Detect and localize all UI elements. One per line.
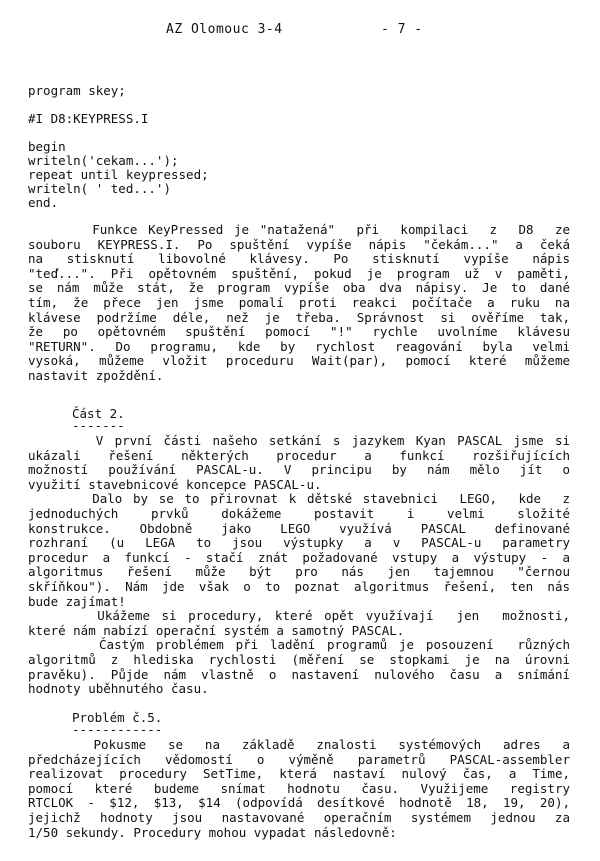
code-block	[28, 84, 209, 210]
text-line: jednoduchých prvků dokážeme postavit i velmi složité	[28, 505, 570, 521]
text-line: předcházejících vědomostí o výměně parametrů PASCAL-assembler	[28, 751, 570, 767]
text-line: že po opětovném spuštění pomocí "!" rychle uvolníme klávesu	[28, 324, 570, 340]
code-line: end.	[28, 195, 59, 210]
text-line: algoritmus řešení může být pro nás jen tajemnou "černou	[28, 564, 570, 580]
text-line: tím, že přece jen jsme pomalí proti reakci počítače a ruku na	[28, 294, 570, 310]
text-line: se nám může stát, že program vypíše oba dva nápisy. Je to dané	[28, 280, 570, 296]
text-line: hodnoty uběhnutého času.	[28, 681, 209, 697]
text-line: využití stavebnicové koncepce PASCAL-u.	[28, 476, 322, 492]
text-line: procedur a funkcí - stačí znát požadované vstupy a výstupy - a	[28, 549, 570, 565]
page-number: - 7 -	[381, 22, 423, 37]
text-line: Častým problémem při ladění programů je posouzení různých	[28, 637, 570, 653]
text-line: bude zajímat!	[28, 593, 126, 609]
paragraph-keypressed	[28, 223, 570, 384]
text-line: nastavit zpoždění.	[28, 367, 164, 383]
text-line: pomocí které budeme snímat hodnotu času. Využijeme registry	[28, 780, 570, 796]
text-line: ukázali řešení některých procedur a funkcí rozšiřujících	[28, 447, 570, 463]
text-line: RTCLOK - $12, $13, $14 (odpovídá desítkové hodnotě 18, 19, 20),	[28, 795, 570, 811]
code-line: writeln( ' ted...')	[28, 181, 171, 196]
text-line: 1/50 sekundy. Procedury mohou vypadat následovně:	[28, 824, 397, 840]
text-line: "teď...". Při opětovném spuštění, pokud je program už v paměti,	[28, 265, 570, 281]
text-line: "RETURN". Do programu, kde by rychlost reagování byla velmi	[28, 338, 570, 354]
section-heading-underline: -------	[72, 418, 125, 433]
text-line: které nám nabízí operační systém a samotný PASCAL.	[28, 622, 405, 638]
code-line: repeat until keypressed;	[28, 167, 209, 182]
code-line: program skey;	[28, 83, 126, 98]
text-line: jejichž hodnoty jsou nastavované operačním systémem jednou za	[28, 809, 570, 825]
text-line: Ukážeme si procedury, které opět využívají jen možnosti,	[28, 608, 570, 624]
header-title: AZ Olomouc 3-4	[166, 22, 283, 37]
text-line: konstrukce. Obdobně jako LEGO využívá PASCAL definované	[28, 520, 570, 536]
text-line: V první části našeho setkání s jazykem Kyan PASCAL jsme si	[28, 433, 570, 448]
text-line: skříňkou"). Nám jde však o to poznat algoritmus řešení, ten nás	[28, 578, 570, 594]
text-line: algoritmů z hlediska rychlosti (měření se stopkami je na úrovni	[28, 651, 570, 667]
text-line: na stisknutí libovolné klávesy. Po stisknutí vypíše nápis	[28, 251, 570, 267]
text-line: realizovat procedury SetTime, která nastaví nulový čas, a Time,	[28, 766, 570, 782]
code-line: writeln('cekam...');	[28, 153, 179, 168]
code-line: #I D8:KEYPRESS.I	[28, 111, 149, 126]
text-line: Dalo by se to přirovnat k dětské stavebnici LEGO, kde z	[28, 491, 570, 507]
text-line: pravěku). Půjde nám vlastně o nastavení nulového času a snímání	[28, 666, 570, 682]
code-line: begin	[28, 139, 66, 154]
text-line: vysoká, můžeme vložit proceduru Wait(par), pomocí které můžeme	[28, 353, 570, 369]
text-line: Funkce KeyPressed je "natažená" při kompilaci z D8 ze	[28, 222, 570, 237]
section-heading-problem-5: Problém č.5.	[72, 710, 163, 725]
text-line: Pokusme se na základě znalosti systémových adres a	[28, 737, 570, 752]
text-line: souboru KEYPRESS.I. Po spuštění vypíše nápis "čekám..." a čeká	[28, 236, 570, 252]
section-heading-underline: ------------	[72, 722, 163, 737]
paragraph-part-2	[28, 434, 570, 697]
text-line: možností používání PASCAL-u. V principu by nám mělo jít o	[28, 462, 570, 478]
text-line: rozhraní (u LEGA to jsou výstupky a v PASCAL-u parametry	[28, 535, 570, 551]
text-line: klávese podržíme déle, než je třeba. Správnost si ověříme tak,	[28, 309, 570, 325]
section-heading-part-2: Část 2.	[72, 406, 125, 421]
paragraph-problem-5	[28, 738, 570, 840]
